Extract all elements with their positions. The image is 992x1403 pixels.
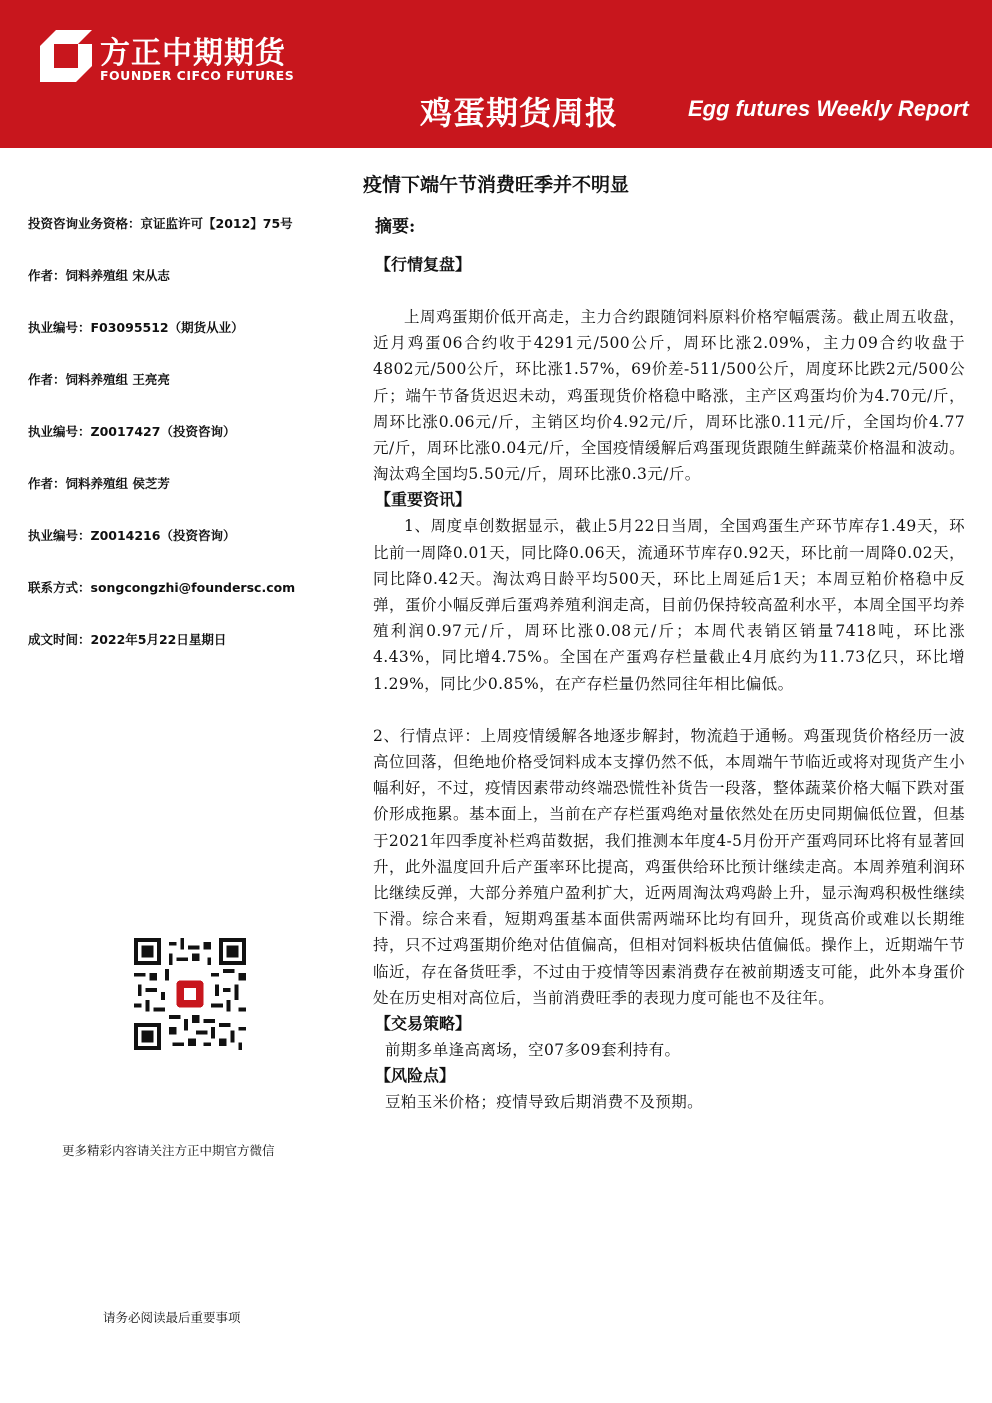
company-name-cn: 方正中期期货 xyxy=(100,36,286,71)
report-title-en: Egg futures Weekly Report xyxy=(688,96,969,121)
wechat-qr-code xyxy=(134,938,246,1050)
risk-text: 豆粕玉米价格；疫情导致后期消费不及预期。 xyxy=(385,1093,704,1112)
author-2: 作者：饲料养殖组 王亮亮 xyxy=(28,372,170,387)
strategy-text: 前期多单逢高离场，空07多09套利持有。 xyxy=(385,1041,681,1060)
abstract-title: 摘要: xyxy=(375,217,416,237)
qr-caption: 更多精彩内容请关注方正中期官方微信 xyxy=(62,1143,275,1158)
author-1: 作者：饲料养殖组 宋从志 xyxy=(28,268,170,283)
publish-date: 成文时间：2022年5月22日星期日 xyxy=(28,632,227,647)
report-header xyxy=(0,0,992,148)
license-number-2: 执业编号：Z0017427（投资咨询） xyxy=(28,424,236,439)
license-number-1: 执业编号：F03095512（期货从业） xyxy=(28,320,244,335)
strategy-heading: 【交易策略】 xyxy=(375,1014,472,1034)
contact-info: 联系方式：songcongzhi@foundersc.com xyxy=(28,580,296,595)
risk-heading: 【风险点】 xyxy=(375,1066,456,1086)
license-number-3: 执业编号：Z0014216（投资咨询） xyxy=(28,528,236,543)
founder-logo-icon xyxy=(40,30,92,82)
license-info: 投资咨询业务资格：京证监许可【2012】75号 xyxy=(28,216,293,231)
disclaimer-notice: 请务必阅读最后重要事项 xyxy=(103,1310,241,1325)
news-item-1: 1、周度卓创数据显示，截止5月22日当周，全国鸡蛋生产环节库存1.49天，环比前一周降0.01天，同比降0.06天，流通环节库存0.92天，环比前一周降0.02天，同比降0.42天。淘汰鸡日龄平均500天，环比上周延后1天；本周豆粕价格稳中反弹，蛋价小幅反弹后蛋鸡养殖利润走高，目前仍保持较高盈利水平，本周全国平均养殖利润0.97元/斤，周环比涨0.08元/斤；本周代表销区销量7418吨，环比涨4.43%，同比增4.75%。全国在产蛋鸡存栏量截止4月底约为11.73亿只，环比增1.29%，同比少0.85%，在产存栏量仍然同往年相比偏低。 xyxy=(373,517,965,693)
report-title-cn: 鸡蛋期货周报 xyxy=(420,94,619,132)
news-heading: 【重要资讯】 xyxy=(375,490,472,510)
abstract-section xyxy=(373,212,965,1115)
company-name-en: FOUNDER CIFCO FUTURES xyxy=(100,68,295,83)
market-review-text: 上周鸡蛋期价低开高走，主力合约跟随饲料原料价格窄幅震荡。截止周五收盘，近月鸡蛋06合约收于4291元/500公斤，周环比涨2.09%，主力09合约收盘于4802元/500公斤，环比涨1.57%，69价差-511/500公斤，周度环比跌2元/500公斤；端午节备货迟迟未动，鸡蛋现货价格稳中略涨，主产区鸡蛋均价为4.70元/斤，周环比涨0.06元/斤，主销区均价4.92元/斤，周环比涨0.11元/斤，全国均价4.77元/斤，周环比涨0.04元/斤，全国疫情缓解后鸡蛋现货跟随生鲜蔬菜价格温和波动。淘汰鸡全国均5.50元/斤，周环比涨0.3元/斤。 xyxy=(373,308,965,484)
news-item-2: 2、行情点评：上周疫情缓解各地逐步解封，物流趋于通畅。鸡蛋现货价格经历一波高位回落，但绝地价格受饲料成本支撑仍然不低，本周端午节临近或将对现货产生小幅利好，不过，疫情因素带动终端恐慌性补货告一段落，整体蔬菜价格大幅下跌对蛋价形成拖累。基本面上，当前在产存栏蛋鸡绝对量依然处在历史同期偏低位置，但基于2021年四季度补栏鸡苗数据，我们推测本年度4-5月份开产蛋鸡同环比将有显著回升，此外温度回升后产蛋率环比提高，鸡蛋供给环比预计继续走高。本周养殖利润环比继续反弹，大部分养殖户盈利扩大，近两周淘汰鸡鸡龄上升，显示淘鸡积极性继续下滑。综合来看，短期鸡蛋基本面供需两端环比均有回升，现货高价或难以长期维持，只不过鸡蛋期价绝对估值偏高，但相对饲料板块估值偏低。操作上，近期端午节临近，存在备货旺季，不过由于疫情等因素消费存在被前期透支可能，此外本身蛋价处在历史相对高位后，当前消费旺季的表现力度可能也不及往年。 xyxy=(373,726,965,1007)
author-3: 作者：饲料养殖组 侯芝芳 xyxy=(28,476,170,491)
market-review-heading: 【行情复盘】 xyxy=(375,255,472,274)
page-title: 疫情下端午节消费旺季并不明显 xyxy=(362,174,629,196)
